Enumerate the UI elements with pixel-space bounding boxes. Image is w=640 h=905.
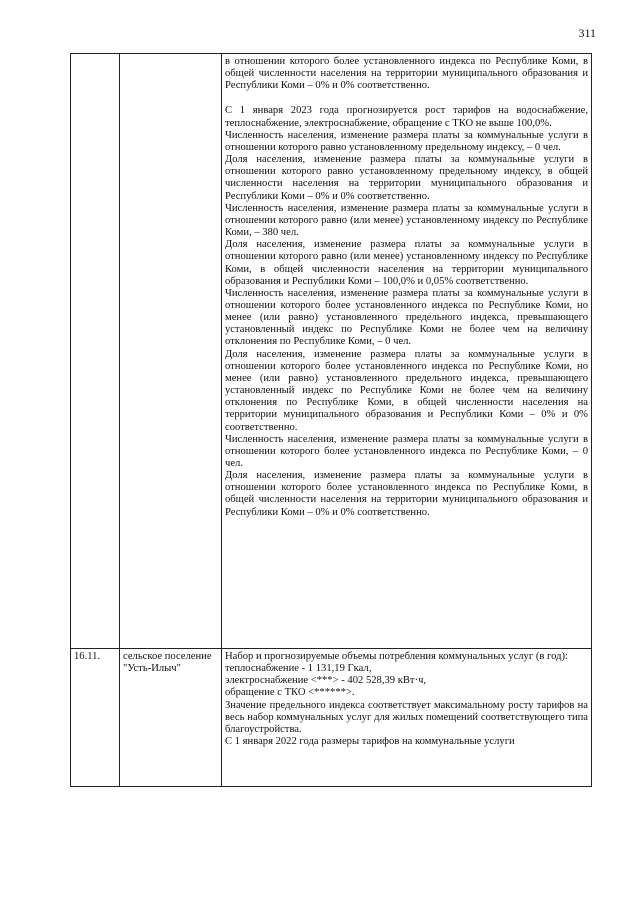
paragraph: теплоснабжение - 1 131,19 Гкал, <box>225 663 372 675</box>
paragraph: Доля населения, изменение размера платы за коммунальные услуги в отношении которого равно (или менее) установленному индексу по Республике Коми, в общей численности населения на территории муниципального образования и Республики Коми – 100,0% и 0,05% соответственно. <box>225 239 588 287</box>
tariff-table <box>70 53 592 787</box>
table-row <box>71 649 592 787</box>
paragraph: электроснабжение <***> - 402 528,39 кВт·ч, <box>225 675 427 687</box>
paragraph: Доля населения, изменение размера платы за коммунальные услуги в отношении которого более установленного индекса по Республике Коми, но менее (или равно) установленного предельного индекса, превышающего установленный индекс по Республике Коми не более чем на величину отклонения по Республике Коми, в общей численности населения на территории муниципального образования и Республики Коми – 0% и 0% соответственно. <box>225 348 588 433</box>
row-number-cell <box>71 54 120 649</box>
paragraph: С 1 января 2022 года размеры тарифов на коммунальные услуги <box>225 736 515 748</box>
description-cell <box>222 649 592 787</box>
paragraph: Набор и прогнозируемые объемы потребления коммунальных услуг (в год): <box>225 651 568 662</box>
page-number: 311 <box>578 26 596 40</box>
paragraph: в отношении которого более установленного индекса по Республике Коми, в общей численности населения на территории муниципального образования и Республики Коми – 0% и 0% соответственно. <box>225 56 588 92</box>
paragraph: Численность населения, изменение размера платы за коммунальные услуги в отношении которого более установленного индекса по Республике Коми, – 0 чел. <box>225 433 588 469</box>
paragraph: Значение предельного индекса соответствует максимальному росту тарифов на весь набор коммунальных услуг для жилых помещений соответствующего типа благоустройства. <box>225 699 588 735</box>
municipality-cell <box>120 649 222 787</box>
paragraph: С 1 января 2023 года прогнозируется рост тарифов на водоснабжение, теплоснабжение, электроснабжение, обращение с ТКО не выше 100,0%. <box>225 105 588 129</box>
paragraph: Численность населения, изменение размера платы за коммунальные услуги в отношении которого равно (или менее) установленному индексу по Республике Коми, – 380 чел. <box>225 202 588 239</box>
paragraph: обращение с ТКО <******>. <box>225 687 355 699</box>
description-cell <box>222 54 592 649</box>
row-number-cell: 16.11. <box>71 649 120 787</box>
paragraph: Численность населения, изменение размера платы за коммунальные услуги в отношении которого более установленного индекса по Республике Коми, но менее (или равно) установленного предельного индекса, превышающего установленный индекс по Республике Коми не более чем на величину отклонения по Республике Коми, – 0 чел. <box>225 287 588 348</box>
municipality-name: сельское поселение "Усть-Илыч" <box>123 651 212 675</box>
paragraph: Доля населения, изменение размера платы за коммунальные услуги в отношении которого более установленного индекса по Республике Коми, в общей численности населения на территории муниципального образования и Республики Коми – 0% и 0% соответственно. <box>225 470 588 518</box>
paragraph: Численность населения, изменение размера платы за коммунальные услуги в отношении которого равно установленному предельному индексу, – 0 чел. <box>225 129 588 153</box>
table-row <box>71 54 592 649</box>
paragraph: Доля населения, изменение размера платы за коммунальные услуги в отношении которого равно установленному предельному индексу, в общей численности населения на территории муниципального образования и Республики Коми – 0% и 0% соответственно. <box>225 154 588 202</box>
municipality-cell <box>120 54 222 649</box>
